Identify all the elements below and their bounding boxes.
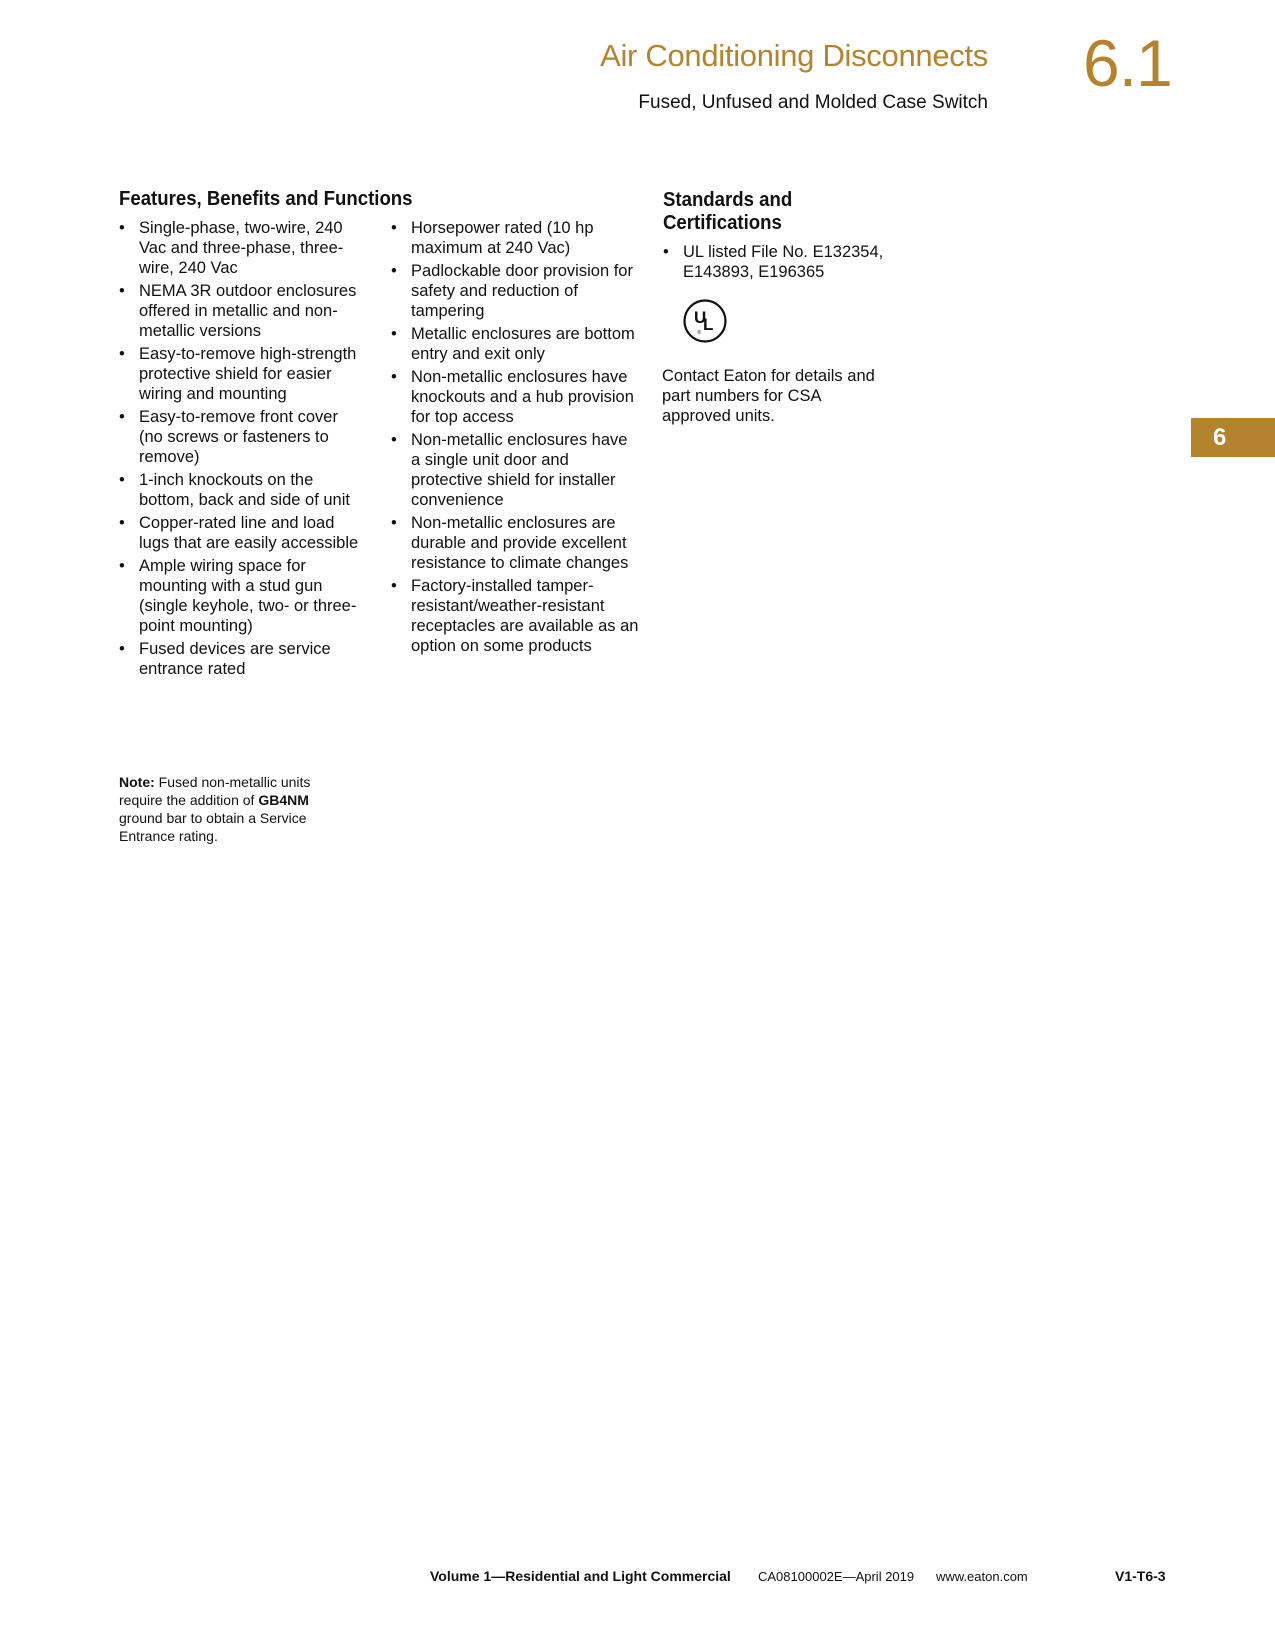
standards-heading: Standards and Certifications [663,189,793,234]
list-item-text: Padlockable door provision for safety and reduction of tampering [411,262,633,320]
footer-catalog-code: CA08100002E—April 2019 [758,1569,915,1584]
list-item [391,218,641,258]
section-tab: 6 [1191,418,1275,457]
bullet-icon: • [391,262,397,280]
features-list-column-1 [119,218,359,682]
bullet-icon: • [391,431,397,449]
list-item [391,576,641,656]
list-item [119,639,359,679]
bullet-icon: • [391,514,397,532]
note-label: Note: [119,774,155,790]
list-item-text: Easy-to-remove high-strength protective shield for easier wiring and mounting [139,345,357,403]
list-item-text: Horsepower rated (10 hp maximum at 240 Vac) [411,219,594,257]
list-item-text: Non-metallic enclosures are durable and provide excellent resistance to climate changes [411,514,629,572]
standards-list [663,242,903,285]
list-item [391,367,641,427]
bullet-icon: • [119,514,125,532]
list-item-text: Fused devices are service entrance rated [139,640,331,678]
note-part-number: GB4NM [258,792,309,808]
list-item [119,513,359,553]
bullet-icon: • [663,243,669,261]
list-item [119,470,359,510]
features-list-column-2 [391,218,641,659]
list-item-text: UL listed File No. E132354, E143893, E196365 [683,243,884,281]
list-item-text: Non-metallic enclosures have a single unit door and protective shield for installer convenience [411,431,628,509]
list-item-text: Copper-rated line and load lugs that are easily accessible [139,514,359,552]
bullet-icon: • [391,577,397,595]
svg-text:L: L [703,315,714,334]
list-item-text: Factory-installed tamper-resistant/weather-resistant receptacles are available as an option on some products [411,577,639,655]
list-item [391,261,641,321]
svg-text:U: U [694,308,707,327]
list-item [119,407,359,467]
bullet-icon: • [119,408,125,426]
footer-url: www.eaton.com [936,1569,1028,1584]
footer-volume: Volume 1—Residential and Light Commercial [430,1568,731,1584]
list-item-text: Easy-to-remove front cover (no screws or fasteners to remove) [139,408,338,466]
bullet-icon: • [119,282,125,300]
bullet-icon: • [119,219,125,237]
note-text [119,773,344,845]
list-item [391,513,641,573]
features-heading: Features, Benefits and Functions [119,188,413,210]
bullet-icon: • [119,345,125,363]
footer-page-number: V1-T6-3 [1115,1568,1166,1584]
ul-listed-mark-icon [683,299,727,343]
list-item [119,344,359,404]
page-title: Air Conditioning Disconnects [600,38,988,73]
list-item [391,430,641,510]
bullet-icon: • [391,219,397,237]
list-item-text: Single-phase, two-wire, 240 Vac and three-phase, three-wire, 240 Vac [139,219,344,277]
list-item-text: Metallic enclosures are bottom entry and exit only [411,325,635,363]
list-item [119,218,359,278]
bullet-icon: • [119,471,125,489]
bullet-icon: • [119,557,125,575]
list-item [663,242,903,282]
list-item-text: Ample wiring space for mounting with a stud gun (single keyhole, two- or three-point mounting) [139,557,357,635]
note-text-before: Fused non-metallic units require the addition of [119,774,311,808]
page-subtitle: Fused, Unfused and Molded Case Switch [638,92,988,113]
list-item [391,324,641,364]
bullet-icon: • [119,640,125,658]
svg-text:®: ® [697,330,702,336]
list-item [119,556,359,636]
list-item [119,281,359,341]
bullet-icon: • [391,368,397,386]
section-number: 6.1 [1083,26,1172,100]
note-text-after: ground bar to obtain a Service Entrance rating. [119,810,307,844]
list-item-text: Non-metallic enclosures have knockouts and a hub provision for top access [411,368,634,426]
list-item-text: NEMA 3R outdoor enclosures offered in metallic and non-metallic versions [139,282,357,340]
list-item-text: 1-inch knockouts on the bottom, back and side of unit [139,471,350,509]
bullet-icon: • [391,325,397,343]
contact-text: Contact Eaton for details and part numbers for CSA approved units. [662,367,875,425]
